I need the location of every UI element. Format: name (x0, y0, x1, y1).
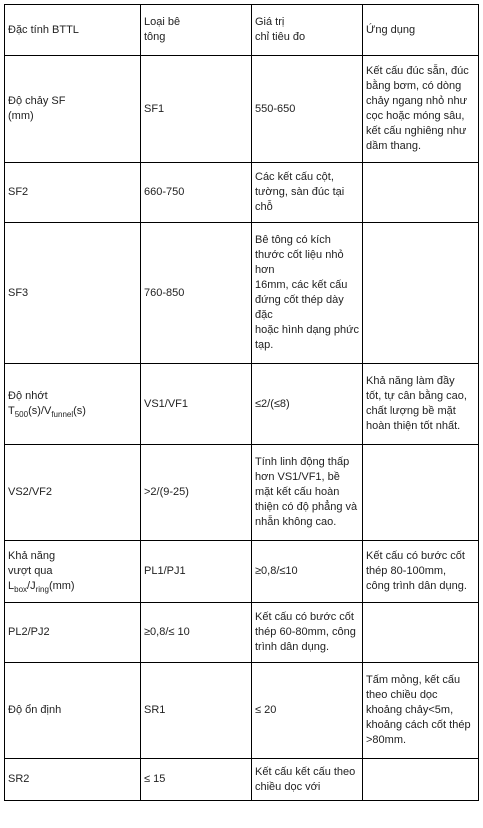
table-row (5, 223, 479, 364)
cell-line: vượt qua (8, 565, 53, 577)
application-cell (363, 163, 479, 223)
application-cell (363, 603, 479, 663)
cell-line: hơn VS1/VF1, bề (255, 471, 340, 483)
property-cell (5, 603, 141, 663)
value-cell (252, 445, 363, 541)
cell-text: ≤2/(≤8) (255, 397, 290, 410)
table-row (5, 56, 479, 163)
cell-line: Bê tông có kích (255, 234, 331, 246)
cell-text: SR2 (8, 773, 30, 785)
type-cell (141, 364, 252, 445)
cell-text: 660-750 (144, 186, 185, 198)
cell-text: /J (27, 580, 36, 592)
header-value-line: chỉ tiêu đo (255, 31, 306, 43)
table-row (5, 603, 479, 663)
cell-text: VS1/VF1 (144, 397, 189, 410)
cell-text: SF3 (8, 286, 29, 299)
value-cell (252, 603, 363, 663)
property-cell (5, 223, 141, 364)
application-cell (363, 759, 479, 801)
subscript: box (14, 585, 28, 595)
header-concrete-type (141, 5, 252, 56)
header-type-line: Loại bê (144, 16, 181, 28)
cell-line: hoặc hình dạng phức (255, 324, 360, 336)
cell-line: hơn (255, 264, 275, 276)
type-cell (141, 759, 252, 801)
value-cell (252, 364, 363, 445)
table-row (5, 364, 479, 445)
property-cell (5, 364, 141, 445)
cell-line: tốt, tự cân bằng cao, (366, 390, 467, 402)
application-cell (363, 364, 479, 445)
cell-line: khoảng chảy<5m, (366, 704, 454, 716)
value-cell (252, 223, 363, 364)
cell-line: Kết cấu đúc sẵn, đúc (366, 65, 469, 77)
cell-line: Độ nhớt (8, 390, 48, 402)
cell-line: Khả năng (8, 550, 56, 562)
cell-line: thước cốt liệu nhỏ (255, 249, 344, 261)
cell-line: khoảng cách cốt thép (366, 719, 471, 731)
value-cell (252, 663, 363, 759)
cell-text: 760-850 (144, 286, 185, 299)
header-application-label: Ứng dụng (366, 23, 416, 36)
value-cell (252, 56, 363, 163)
cell-text: L (8, 580, 15, 592)
cell-text: PL2/PJ2 (8, 626, 50, 638)
cell-line: Kết cấu có bước cốt (366, 550, 465, 562)
cell-text: SF2 (8, 186, 29, 198)
cell-line: bằng bơm, có dòng (366, 80, 462, 92)
application-cell (363, 541, 479, 603)
cell-line: Độ chảy SF (8, 95, 66, 107)
application-cell (363, 445, 479, 541)
cell-line: tường, sàn đúc tại (255, 186, 345, 198)
header-value (252, 5, 363, 56)
cell-line: thép 80-100mm, (366, 565, 447, 577)
concrete-properties-table (4, 4, 479, 801)
cell-line: 16mm, các kết cấu (255, 279, 348, 291)
header-type-line: tông (144, 31, 166, 43)
cell-text: SF1 (144, 102, 165, 115)
cell-line: Kết cấu kết cấu theo (255, 765, 356, 778)
cell-line: theo chiều dọc (366, 689, 438, 701)
cell-line: Tấm mỏng, kết cấu (366, 674, 461, 686)
cell-text: ≤ 20 (255, 704, 277, 716)
cell-text: >2/(9-25) (144, 486, 189, 498)
application-cell (363, 56, 479, 163)
cell-line: tạp. (255, 339, 274, 351)
cell-line: kết cấu nghiêng như (366, 125, 467, 137)
type-cell (141, 163, 252, 223)
cell-text: ≤ 15 (144, 773, 166, 785)
subscript: 500 (14, 410, 29, 420)
cell-line: chảy ngang nhỏ như (366, 95, 467, 107)
type-cell (141, 541, 252, 603)
cell-line: cọc hoặc móng sâu, (366, 110, 465, 122)
type-cell (141, 663, 252, 759)
cell-line: hoàn thiện tốt nhất. (366, 420, 461, 432)
cell-line: công trình dân dụng. (366, 580, 467, 592)
table-row (5, 163, 479, 223)
header-value-line: Giá trị (255, 16, 285, 28)
cell-text: 550-650 (255, 102, 296, 115)
type-cell (141, 445, 252, 541)
cell-line: Kết cấu có bước cốt (255, 611, 354, 623)
cell-text: ≥0,8/≤ 10 (144, 626, 190, 638)
cell-line: đặc (255, 309, 273, 321)
cell-line: trình dân dụng. (255, 641, 330, 653)
cell-text: (s) (73, 405, 86, 417)
cell-text: Độ ổn định (8, 704, 62, 716)
cell-text: PL1/PJ1 (144, 565, 186, 577)
cell-line: nhẵn không cao. (255, 516, 337, 528)
cell-line: đứng cốt thép dày (255, 294, 344, 306)
type-cell (141, 56, 252, 163)
value-cell (252, 759, 363, 801)
header-property (5, 5, 141, 56)
application-cell (363, 663, 479, 759)
value-cell (252, 541, 363, 603)
property-cell (5, 445, 141, 541)
table-header-row (5, 5, 479, 56)
cell-line: mặt kết cấu hoàn (255, 486, 340, 498)
cell-text: (mm) (48, 580, 75, 592)
header-application (363, 5, 479, 56)
header-property-label: Đặc tính BTTL (8, 23, 79, 36)
cell-line: thép 60-80mm, công (255, 626, 356, 638)
cell-line: chỗ (255, 201, 273, 213)
subscript: funnel (51, 410, 74, 420)
cell-text: ≥0,8/≤10 (255, 565, 298, 577)
value-cell (252, 163, 363, 223)
property-cell (5, 759, 141, 801)
subscript: ring (35, 585, 49, 595)
property-cell (5, 541, 141, 603)
property-cell (5, 56, 141, 163)
cell-line: chất lượng bề mặt (366, 405, 456, 417)
cell-line: (mm) (8, 110, 34, 122)
cell-text: T (8, 405, 15, 417)
cell-text: SR1 (144, 704, 166, 716)
cell-line: >80mm. (366, 734, 407, 746)
cell-line: Khả năng làm đầy (366, 375, 455, 387)
cell-line: Các kết cấu cột, (255, 171, 334, 183)
type-cell (141, 603, 252, 663)
cell-line: Tính linh động thấp (255, 456, 350, 468)
cell-text: (s)/V (28, 405, 52, 417)
cell-line: dầm thang. (366, 140, 422, 152)
table-row (5, 663, 479, 759)
type-cell (141, 223, 252, 364)
cell-line: chiều dọc với (255, 780, 321, 793)
table-row (5, 445, 479, 541)
table-row (5, 759, 479, 801)
cell-text: VS2/VF2 (8, 486, 53, 498)
application-cell (363, 223, 479, 364)
cell-line: thiện có độ phẳng và (255, 501, 358, 513)
property-cell (5, 163, 141, 223)
property-cell (5, 663, 141, 759)
table-row (5, 541, 479, 603)
